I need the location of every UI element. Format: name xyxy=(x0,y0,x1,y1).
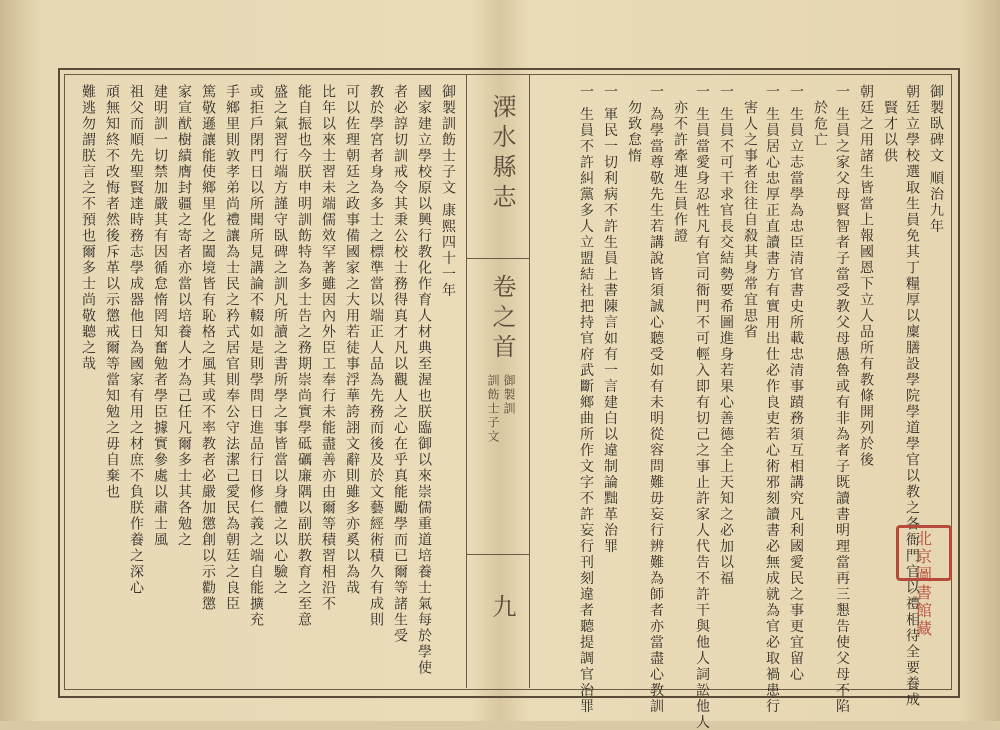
library-seal xyxy=(896,525,952,638)
right-col-1: 朝廷立學校選取生員免其丁糧厚以廩膳設學院學道學官以教之各衙門官以禮相待全要養成 xyxy=(904,84,920,708)
left-col-0: 御製訓飭士子文 康熙四十一年 xyxy=(440,84,456,299)
right-col-8: 害人之事者往往自殺其身常宜思省 xyxy=(742,100,758,340)
section-sub: 訓飭士子文 xyxy=(486,374,500,444)
right-col-0: 御製臥碑文 順治九年 xyxy=(928,84,944,235)
right-col-4: 一 生員之家父母賢智者子當受教父母愚魯或有非為者子既讀書明理當再三懇告使父母不陷 xyxy=(834,84,850,715)
right-col-11: 亦不許牽連生員作證 xyxy=(672,100,688,244)
left-col-1: 國家建立學校原以興行教化作育人材典至渥也朕臨御以來崇儒重道培養士氣每於學使 xyxy=(416,84,432,676)
page-number: 九 xyxy=(488,594,516,624)
left-col-14: 頑無知終不改悔者然後斥革以示懲戒爾等當知勉之毋自棄也 xyxy=(104,84,120,500)
gazetteer-title: 溧水縣志 xyxy=(488,94,516,214)
right-col-7: 一 生員居心忠厚正直讀書方有實用出仕必作良吏若心術邪刻讀書必無成就為官必取禍患行 xyxy=(764,84,780,715)
right-col-14: 一 軍民一切利病不許生員上書陳言如有一言建白以違制論黜革治罪 xyxy=(602,84,618,555)
left-col-12: 建明訓一切禁加嚴其有因循怠惰罔知奮勉者學臣據實參處以肅士風 xyxy=(152,84,168,548)
right-col-10: 一 生員當愛身忍性凡有官司衙門不可輕入即有切己之事止許家人代告不許干與他人詞訟他人 xyxy=(694,84,710,730)
left-col-6: 能自振也今朕申明訓飭特為多士告之務期崇尚實學砥礪廉隅以副朕教育之至意 xyxy=(296,84,312,628)
volume-title: 卷之首 xyxy=(488,274,516,364)
right-col-3: 朝廷之用諸生皆當上報國恩下立人品所有教條開列於後 xyxy=(858,84,874,468)
seal-char: 書 xyxy=(915,583,932,602)
right-col-2: 賢才以供 xyxy=(882,100,898,164)
left-col-7: 盛之氣習行端方謹守臥碑之訓凡所讀之書所學之事皆當以身體之以心驗之 xyxy=(272,84,288,596)
left-col-3: 教於學宮者身為多士之標準當以端正人品為先務而後及於文藝經術積久有成則 xyxy=(368,84,384,628)
section-main: 御製訓 xyxy=(502,374,516,416)
left-col-5: 比年以來士習未端儒效罕著雖因內外臣工奉行未能盡善亦由爾等積習相沿不 xyxy=(320,84,336,612)
left-col-13: 祖父而順先聖賢達時務志學成器他日為國家有用之材庶不負朕作養之深心 xyxy=(128,84,144,596)
left-col-15: 難逃勿謂朕言之不預也爾多士尚敬聽之哉 xyxy=(80,84,96,372)
seal-char: 藏 xyxy=(915,619,932,638)
left-col-2: 者必諄切訓戒令其秉公校士務得真才凡以觀人之心在乎真能勵學而已爾等諸生受 xyxy=(392,84,408,644)
right-col-5: 於危亡 xyxy=(812,100,828,148)
right-col-6: 一 生員立志當學為忠臣清官書史所載忠清事蹟務須互相講究凡利國愛民之事更宜留心 xyxy=(788,84,804,683)
left-col-10: 篤敬遜讓能使鄉里化之闔境皆有恥格之風其或不率教者必嚴加懲創以示勸懲 xyxy=(200,84,216,612)
right-col-13: 勿致怠惰 xyxy=(626,100,642,164)
left-col-8: 或拒戶閉門日以所聞所見講論不輟如是則學問日進品行日修仁義之端自能擴充 xyxy=(248,84,264,628)
seal-char: 北 xyxy=(915,529,932,548)
right-col-9: 一 生員不可干求官長交結勢要希圖進身若果心善德全上天知之必加以福 xyxy=(718,84,734,587)
seal-char: 館 xyxy=(915,601,932,620)
banner-divider-2 xyxy=(467,554,529,555)
left-col-9: 手鄉里則敦孝弟尚禮讓為士民之矜式居官則奉公守法潔己愛民為朝廷之良臣 xyxy=(224,84,240,612)
center-banner xyxy=(466,74,530,688)
seal-char: 京 xyxy=(915,547,932,566)
right-col-12: 一 為學當尊敬先生若講說皆須誠心聽受如有未明從容問難毋妄行辨難為師者亦當盡心教訓 xyxy=(648,84,664,715)
left-col-11: 家宣猷樹績膺封疆之寄者亦當以培養人才為己任凡爾多士其各勉之 xyxy=(176,84,192,548)
left-col-4: 可以佐理朝廷之政事備國家之大用若徒事浮華誇詡文辭則雖多亦奚以為哉 xyxy=(344,84,360,596)
banner-divider-1 xyxy=(467,258,529,259)
seal-char: 圖 xyxy=(915,565,932,584)
right-col-15: 一 生員不許糾黨多人立盟結社把持官府武斷鄉曲所作文字不許妄行刊刻違者聽提調官治罪 xyxy=(578,84,594,715)
